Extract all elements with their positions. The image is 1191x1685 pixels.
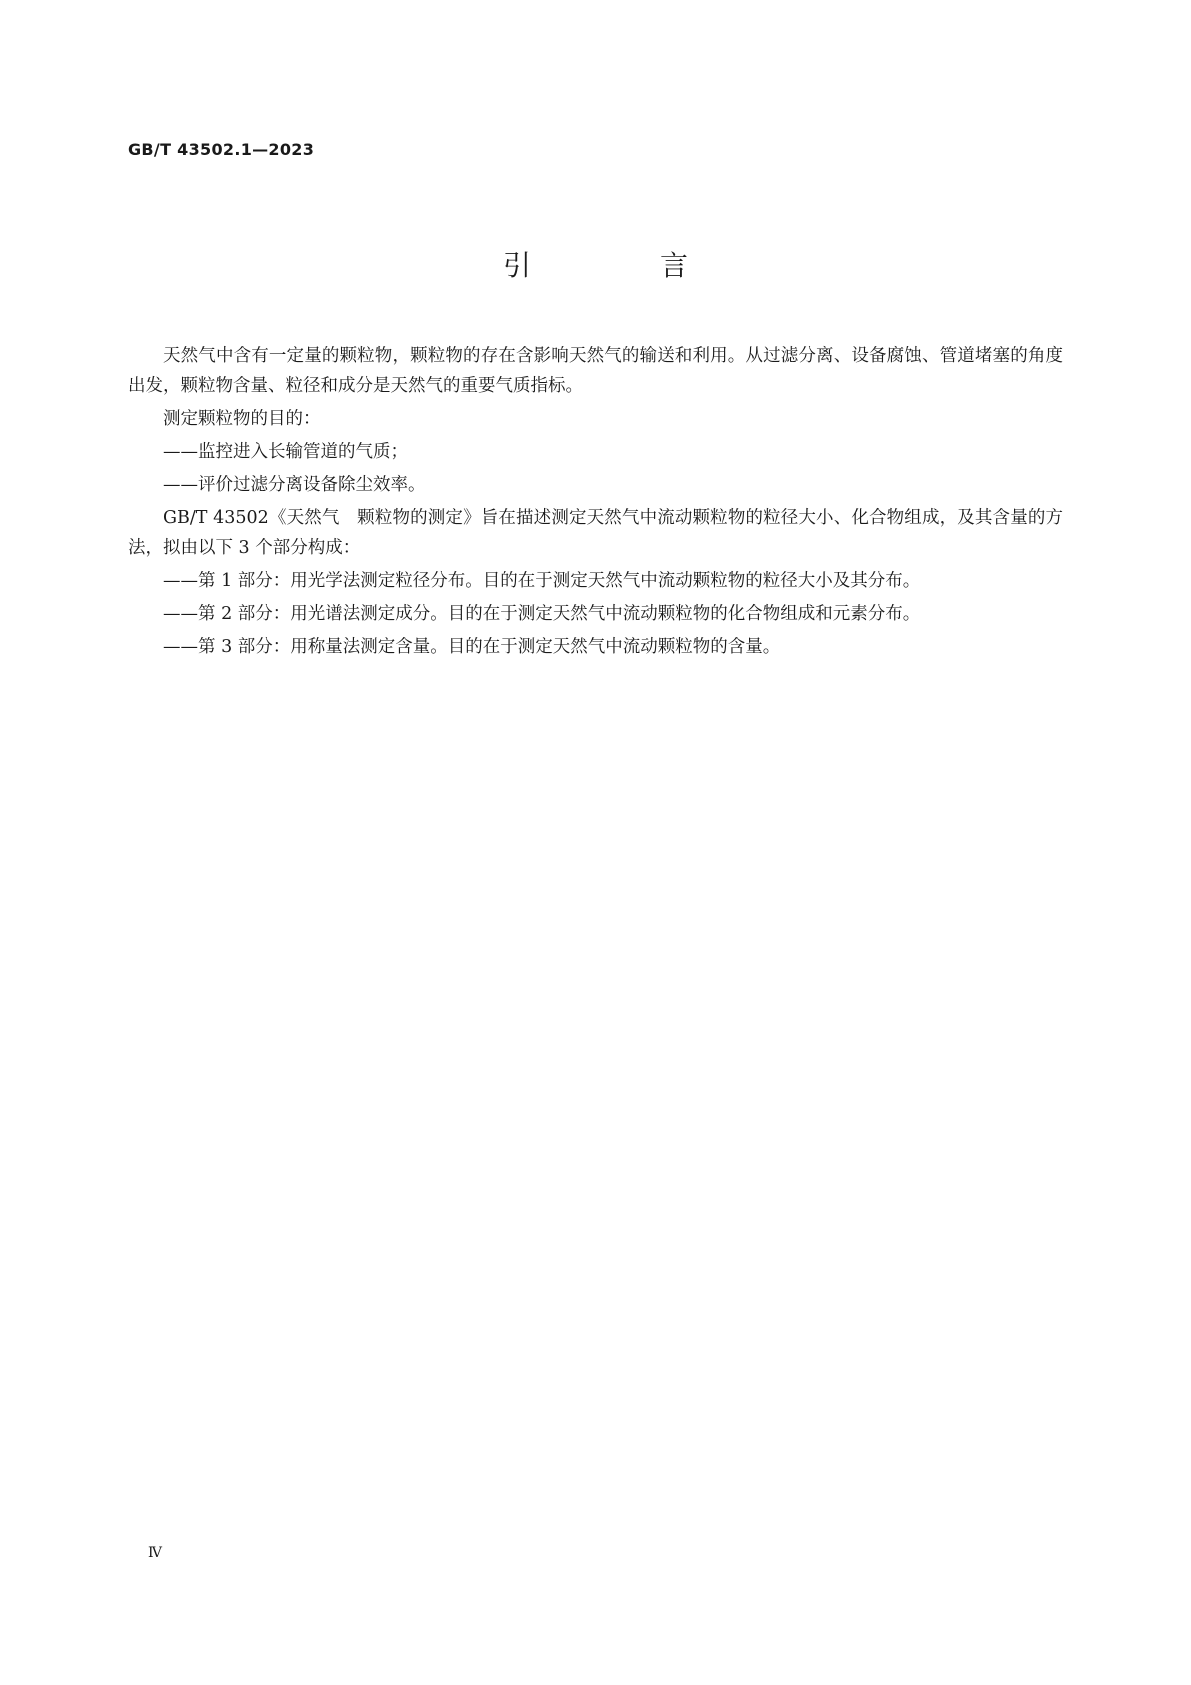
document-code: GB/T 43502.1—2023 [128, 140, 315, 159]
purpose-item: ——监控进入长输管道的气质； [163, 442, 408, 462]
part-item: ——第 3 部分：用称量法测定含量。目的在于测定天然气中流动颗粒物的含量。 [163, 637, 781, 657]
intro-paragraph: 天然气中含有一定量的颗粒物，颗粒物的存在含影响天然气的输送和利用。从过滤分离、设备腐蚀、管道堵塞的角度出发，颗粒物含量、粒径和成分是天然气的重要气质指标。 [128, 346, 1063, 396]
purpose-item: ——评价过滤分离设备除尘效率。 [163, 475, 426, 495]
part-item: ——第 1 部分：用光学法测定粒径分布。目的在于测定天然气中流动颗粒物的粒径大小及其分布。 [163, 571, 921, 591]
part-item: ——第 2 部分：用光谱法测定成分。目的在于测定天然气中流动颗粒物的化合物组成和元素分布。 [163, 604, 921, 624]
purpose-heading: 测定颗粒物的目的： [163, 409, 321, 429]
structure-paragraph: GB/T 43502《天然气 颗粒物的测定》旨在描述测定天然气中流动颗粒物的粒径大小、化合物组成，及其含量的方法，拟由以下 3 个部分构成： [128, 508, 1063, 558]
page-title: 引 言 [503, 249, 748, 282]
page-number: Ⅳ [148, 1545, 162, 1561]
introduction-body [128, 341, 1063, 665]
